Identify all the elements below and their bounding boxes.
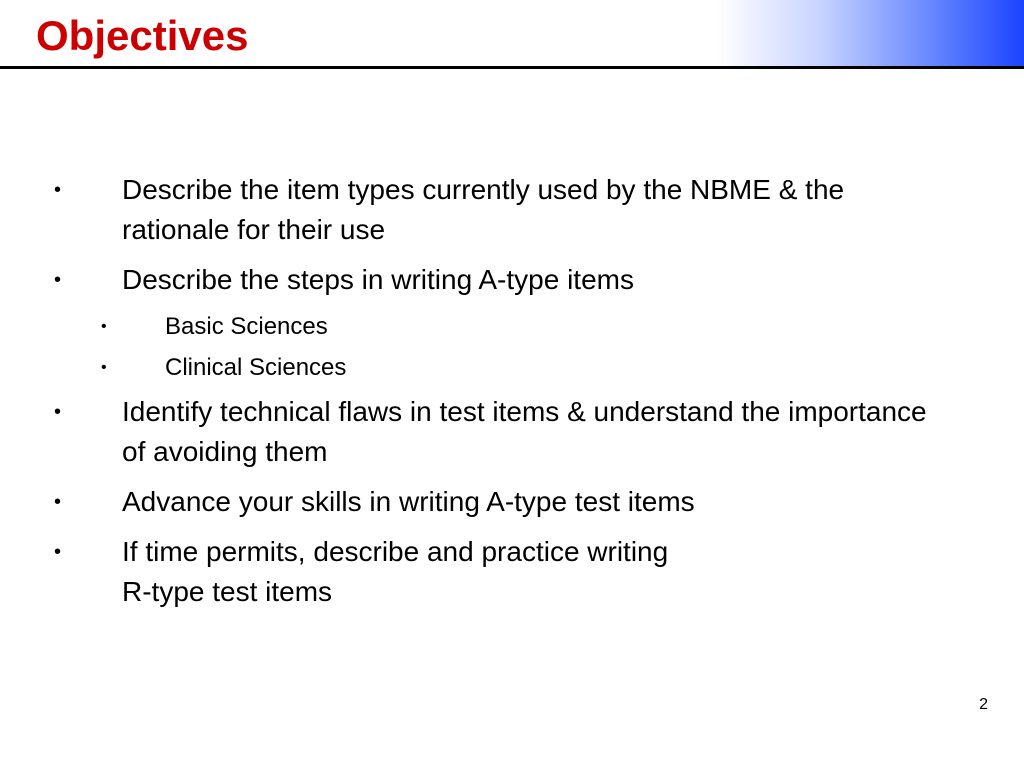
bullet-icon: • — [54, 269, 62, 291]
slide-title: Objectives — [36, 12, 249, 59]
bullet-item — [0, 532, 1024, 572]
bullet-icon: • — [54, 541, 62, 563]
bullet-icon: • — [54, 491, 62, 513]
sub-bullet-item — [0, 351, 1024, 385]
objectives-list — [0, 170, 1024, 612]
bullet-item — [0, 392, 1024, 472]
bullet-text: Identify technical flaws in test items & understand the importance of avoiding them — [122, 396, 927, 467]
bullet-icon: • — [54, 401, 62, 423]
sub-bullet-item — [0, 310, 1024, 344]
sub-bullet-icon: • — [101, 359, 107, 376]
bullet-icon: • — [54, 179, 62, 201]
bullet-item — [0, 482, 1024, 522]
page-number: 2 — [979, 696, 988, 713]
bullet-text: Describe the item types currently used by the NBME & the rationale for their use — [122, 174, 845, 245]
bullet-item — [0, 260, 1024, 300]
title-divider — [0, 66, 1024, 69]
bullet-text: Advance your skills in writing A-type test items — [122, 486, 695, 517]
sub-bullet-icon: • — [101, 318, 107, 335]
bullet-text: Describe the steps in writing A-type items — [122, 264, 634, 295]
sub-bullet-text: Basic Sciences — [165, 313, 328, 340]
bullet-text: If time permits, describe and practice writing — [122, 536, 669, 567]
sub-bullet-text: Clinical Sciences — [165, 354, 347, 381]
bullet-continuation-line: R-type test items — [122, 576, 333, 607]
bullet-item — [0, 170, 1024, 250]
